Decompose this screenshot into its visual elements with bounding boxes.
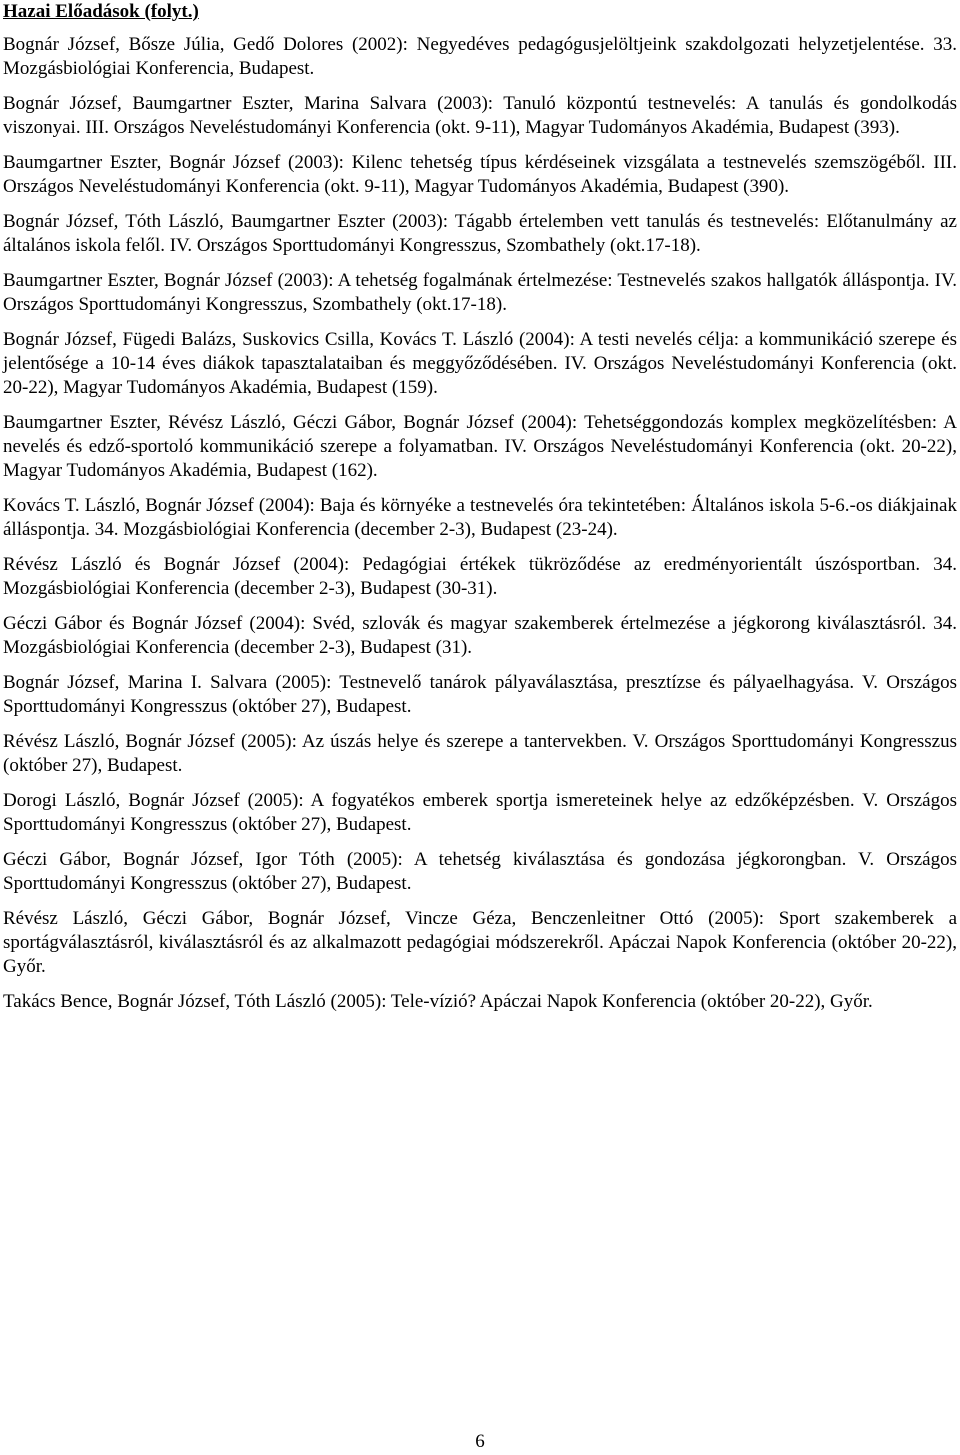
reference-entry: Bognár József, Fügedi Balázs, Suskovics Csilla, Kovács T. László (2004): A testi nevelés célja: a kommunikáció szerepe és jelentősége a 10-14 éves diákok tapasztalataiban és meggyőződésében. IV. Országos Neveléstudományi Konferencia (okt. 20-22), Magyar Tudományos Akadémia, Budapest (159). [3,329,957,398]
reference-entry: Révész László, Géczi Gábor, Bognár József, Vincze Géza, Benczenleitner Ottó (2005): Sport szakemberek a sportágválasztásról, kiválasztásról és az alkalmazott pedagógiai módszerekről. Apáczai Napok Konferencia (október 20-22), Győr. [3,908,957,977]
reference-entry: Géczi Gábor és Bognár József (2004): Svéd, szlovák és magyar szakemberek értelmezése a jégkorong kiválasztásról. 34. Mozgásbiológiai Konferencia (december 2-3), Budapest (31). [3,613,957,658]
reference-entry: Takács Bence, Bognár József, Tóth László (2005): Tele-vízió? Apáczai Napok Konferencia (október 20-22), Győr. [3,991,873,1012]
reference-entry: Bognár József, Baumgartner Eszter, Marina Salvara (2003): Tanuló központú testnevelés: A tanulás és gondolkodás viszonyai. III. Országos Neveléstudományi Konferencia (okt. 9-11), Magyar Tudományos Akadémia, Budapest (393). [3,93,957,138]
document-page [3,0,957,1025]
reference-entry: Bognár József, Bősze Júlia, Gedő Dolores (2002): Negyedéves pedagógusjelöltjeink szakdolgozati helyzetjelentése. 33. Mozgásbiológiai Konferencia, Budapest. [3,34,957,79]
reference-entry: Baumgartner Eszter, Révész László, Géczi Gábor, Bognár József (2004): Tehetséggondozás komplex megközelítésben: A nevelés és edző-sportoló kommunikáció szerepe a folyamatban. IV. Országos Neveléstudományi Konferencia (okt. 20-22), Magyar Tudományos Akadémia, Budapest (162). [3,412,957,481]
reference-entry: Révész László és Bognár József (2004): Pedagógiai értékek tükröződése az eredményorientált úszósportban. 34. Mozgásbiológiai Konferencia (december 2-3), Budapest (30-31). [3,554,957,599]
page-number: 6 [475,1431,485,1452]
reference-entry: Bognár József, Marina I. Salvara (2005): Testnevelő tanárok pályaválasztása, presztízse és pályaelhagyása. V. Országos Sporttudományi Kongresszus (október 27), Budapest. [3,672,957,717]
section-heading: Hazai Előadások (folyt.) [3,1,199,22]
reference-entry: Baumgartner Eszter, Bognár József (2003): Kilenc tehetség típus kérdéseinek vizsgálata a testnevelés szemszögéből. III. Országos Neveléstudományi Konferencia (okt. 9-11), Magyar Tudományos Akadémia, Budapest (390). [3,152,957,197]
reference-list [3,33,957,1014]
reference-entry: Kovács T. László, Bognár József (2004): Baja és környéke a testnevelés óra tekintetében: Általános iskola 5-6.-os diákjainak álláspontja. 34. Mozgásbiológiai Konferencia (december 2-3), Budapest (23-24). [3,495,957,540]
reference-entry: Baumgartner Eszter, Bognár József (2003): A tehetség fogalmának értelmezése: Testnevelés szakos hallgatók álláspontja. IV. Országos Sporttudományi Kongresszus, Szombathely (okt.17-18). [3,270,957,315]
reference-entry: Dorogi László, Bognár József (2005): A fogyatékos emberek sportja ismereteinek helye az edzőképzésben. V. Országos Sporttudományi Kongresszus (október 27), Budapest. [3,790,957,835]
reference-entry: Révész László, Bognár József (2005): Az úszás helye és szerepe a tantervekben. V. Országos Sporttudományi Kongresszus (október 27), Budapest. [3,731,957,776]
reference-entry: Bognár József, Tóth László, Baumgartner Eszter (2003): Tágabb értelemben vett tanulás és testnevelés: Előtanulmány az általános iskola felől. IV. Országos Sporttudományi Kongresszus, Szombathely (okt.17-18). [3,211,957,256]
reference-entry: Géczi Gábor, Bognár József, Igor Tóth (2005): A tehetség kiválasztása és gondozása jégkorongban. V. Országos Sporttudományi Kongresszus (október 27), Budapest. [3,849,957,894]
